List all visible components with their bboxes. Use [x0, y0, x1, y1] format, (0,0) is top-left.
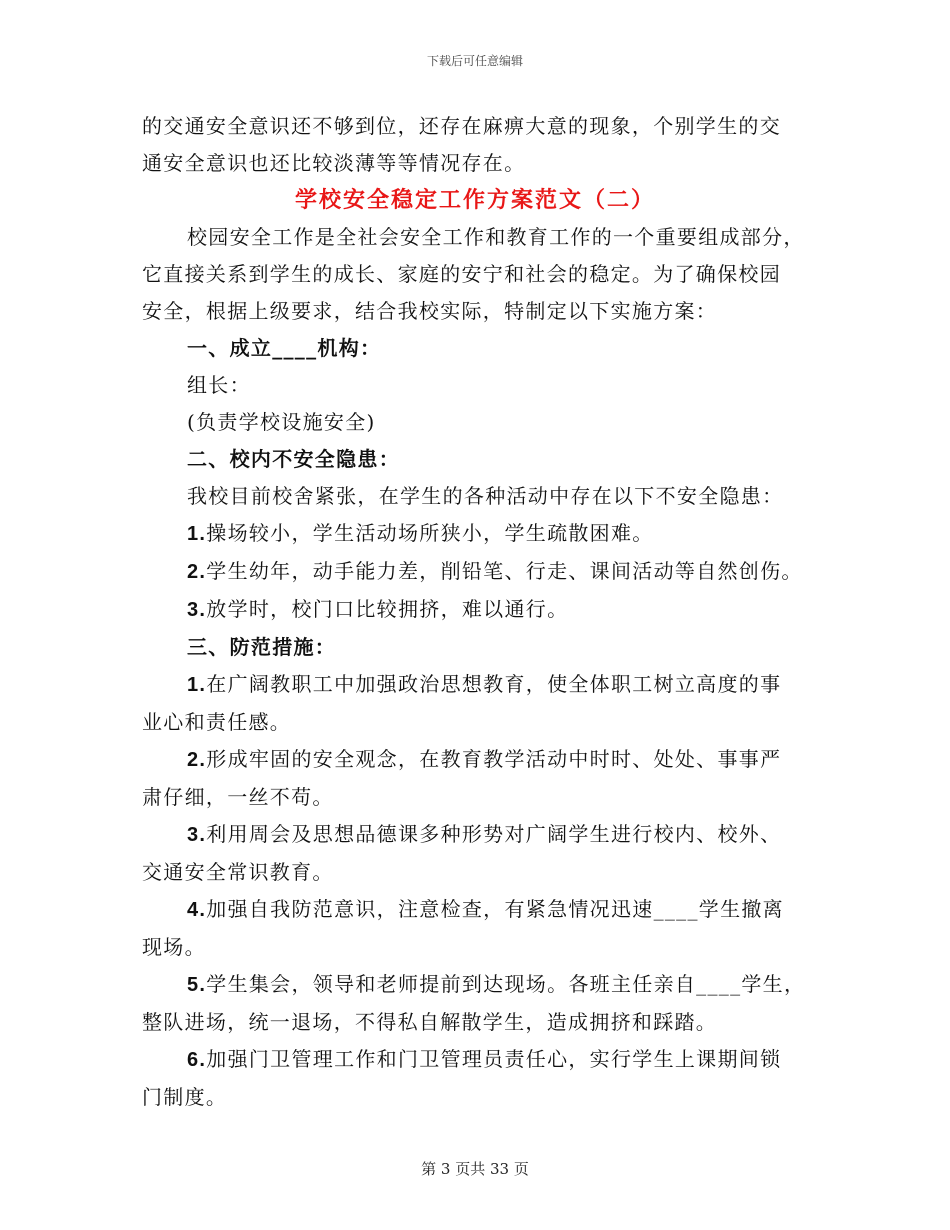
list-item: [142, 816, 808, 854]
list-text: 利用周会及思想品德课多种形势对广阔学生进行校内、校外、: [206, 822, 782, 846]
list-item: [142, 966, 808, 1004]
list-text: 放学时，校门口比较拥挤，难以通行。: [206, 597, 569, 621]
list-text: 学生集会，领导和老师提前到达现场。各班主任亲自____学生，: [206, 972, 806, 996]
paragraph-line: 通安全意识也还比较淡薄等等情况存在。: [142, 151, 526, 175]
list-number: 5.: [187, 974, 207, 996]
paragraph-line: 业心和责任感。: [142, 710, 292, 734]
list-text: 加强自我防范意识，注意检查，有紧急情况迅速____学生撤离: [206, 897, 784, 921]
list-text: 形成牢固的安全观念，在教育教学活动中时时、处处、事事严: [206, 747, 782, 771]
list-number: 2.: [187, 749, 207, 771]
list-text: 加强门卫管理工作和门卫管理员责任心，实行学生上课期间锁: [206, 1047, 782, 1071]
list-item: [142, 1041, 808, 1079]
list-text: 学生幼年，动手能力差，削铅笔、行走、课间活动等自然创伤。: [206, 559, 803, 583]
list-number: 1.: [187, 674, 207, 696]
list-item: [142, 741, 808, 779]
paragraph-line: 交通安全常识教育。: [142, 860, 334, 884]
heading-section-2: 二、校内不安全隐患：: [187, 447, 400, 471]
list-number: 3.: [187, 599, 207, 621]
paragraph-line: 现场。: [142, 935, 206, 959]
list-number: 2.: [187, 561, 207, 583]
list-number: 1.: [187, 523, 207, 545]
list-number: 6.: [187, 1049, 207, 1071]
paragraph-line: 门制度。: [142, 1085, 228, 1109]
heading-section-3: 三、防范措施：: [187, 635, 337, 659]
paragraph-line: 安全，根据上级要求，结合我校实际，特制定以下实施方案：: [142, 299, 718, 323]
section-title: 学校安全稳定工作方案范文（二）: [294, 187, 655, 213]
document-body: [142, 108, 808, 1116]
list-text: 在广阔教职工中加强政治思想教育，使全体职工树立高度的事: [206, 672, 782, 696]
page-header: 下载后可任意编辑: [426, 54, 523, 68]
list-text: 操场较小，学生活动场所狭小，学生疏散困难。: [206, 521, 654, 545]
paragraph-line: 我校目前校舍紧张，在学生的各种活动中存在以下不安全隐患：: [187, 484, 784, 508]
heading-section-1: 一、成立____机构：: [187, 336, 382, 360]
list-number: 3.: [187, 824, 207, 846]
paragraph-line: 的交通安全意识还不够到位，还存在麻痹大意的现象，个别学生的交: [142, 114, 781, 138]
list-item: [142, 666, 808, 704]
page-footer: 第 3 页共 33 页: [421, 1160, 529, 1178]
list-item: [142, 591, 808, 629]
paragraph-line: 组长：: [187, 373, 251, 397]
paragraph-line: 校园安全工作是全社会安全工作和教育工作的一个重要组成部分，: [187, 225, 805, 249]
list-item: [142, 515, 808, 553]
list-number: 4.: [187, 899, 207, 921]
paragraph-line: (负责学校设施安全): [187, 410, 376, 434]
paragraph-line: 整队进场，统一退场，不得私自解散学生，造成拥挤和踩踏。: [142, 1010, 718, 1034]
list-item: [142, 891, 808, 929]
paragraph-line: 肃仔细，一丝不苟。: [142, 785, 334, 809]
list-item: [142, 553, 808, 591]
paragraph-line: 它直接关系到学生的成长、家庭的安宁和社会的稳定。为了确保校园: [142, 262, 781, 286]
